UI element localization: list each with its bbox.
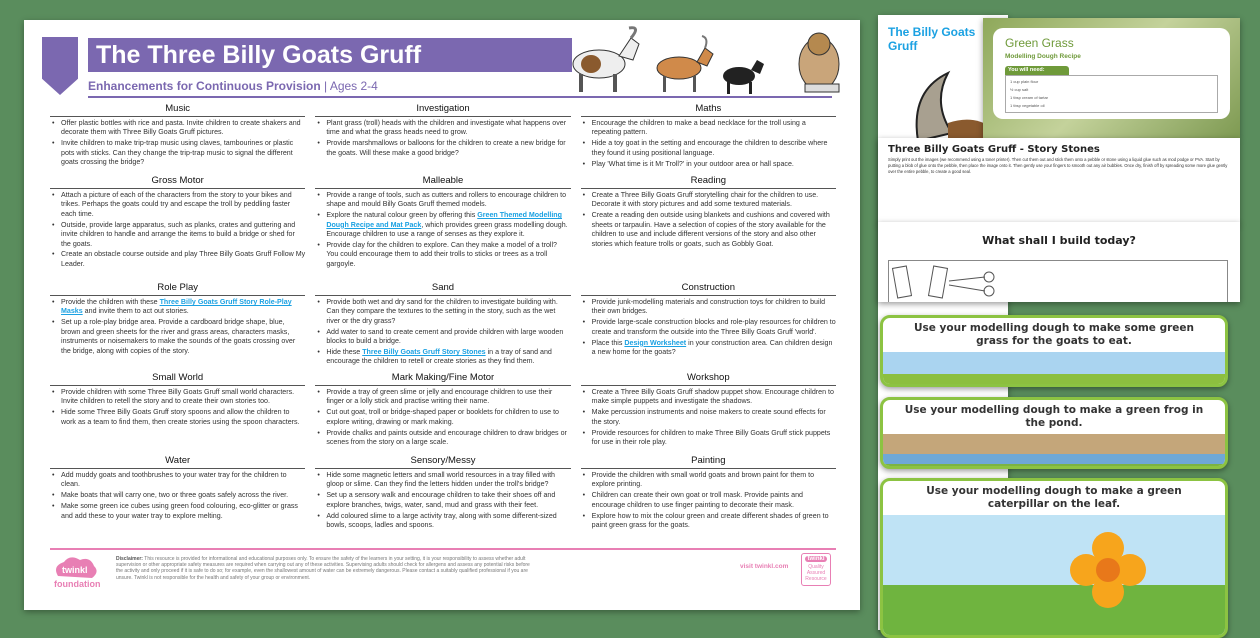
activity-list: [50, 298, 305, 356]
item-text: Provide large-scale construction blocks and role-play resources for children to create and transform the outside into the Three Billy Goats Gruff 'world'.: [591, 318, 836, 336]
section-small-world: [50, 370, 305, 453]
section-maths: [581, 101, 836, 173]
activity-list: [581, 191, 836, 249]
item-text: Invite children to make trip-trap music using claves, tambourines or plastic pots with sticks. Can they change the trip-trap music to signal the different goats crossing the bridge?: [61, 139, 294, 167]
resource-link[interactable]: Three Billy Goats Gruff Story Role-Play Masks: [61, 298, 292, 316]
activity-list: [581, 298, 836, 357]
item-text: Encourage the children to make a bead necklace for the troll using a repeating pattern.: [591, 119, 806, 137]
section-heading: Music: [50, 101, 305, 117]
troll-icon: [799, 33, 839, 92]
item-text: Provide both wet and dry sand for the children to investigate building with. Can they compare the textures to the setting in the story, such as the wet river or the dry grass?: [326, 298, 558, 325]
list-item: [50, 119, 305, 138]
item-text: Add muddy goats and toothbrushes to your water tray for the children to clean.: [61, 471, 287, 489]
stones-text: Simply print out the images (we recommend using a toner printer). Then cut them out and stick them onto a pebble or stone using a liquid glue such as mod podge or PVA. Start by putting a blob of glue onto the pebble, then place the image onto it. Then gently use your fingers to smooth out any air bubbles. Once dry, finish off by spreading some more glue gently over the entire pebble, to create a good seal.: [888, 157, 1228, 174]
item-text: Provide clay for the children to explore. Can they make a model of a troll? You could encourage them to add their trolls to sticks or trees as a troll gargoyle.: [326, 241, 557, 268]
section-heading: Sensory/Messy: [315, 453, 570, 469]
recipe-tab: You will need:: [1005, 66, 1069, 75]
section-heading: Workshop: [581, 370, 836, 386]
item-text: in a tray of sand and encourage the children to retell or create stories as they find them.: [326, 348, 552, 366]
ingredient: 1 tbsp cream of tartar: [1010, 95, 1049, 100]
list-item: [50, 502, 305, 521]
preview-recipe[interactable]: [983, 18, 1240, 138]
small-goat-icon: [723, 60, 764, 94]
preview-design-worksheet[interactable]: [878, 222, 1240, 302]
large-goat-icon: [573, 28, 639, 92]
list-item: [581, 429, 836, 448]
stones-title: Three Billy Goats Gruff - Story Stones: [888, 144, 1100, 155]
list-item: [581, 512, 836, 531]
section-reading: [581, 173, 836, 280]
item-text: Plant grass (troll) heads with the children and investigate what happens over time and what the grass heads need to grow.: [326, 119, 567, 137]
section-heading: Reading: [581, 173, 836, 189]
list-item: [50, 191, 305, 219]
list-item: [581, 191, 836, 210]
scissors-and-tubes-icon: [889, 261, 1009, 301]
list-item: [50, 250, 305, 269]
activity-list: [315, 191, 570, 269]
preview-story-stones[interactable]: [878, 138, 1240, 224]
section-heading: Construction: [581, 280, 836, 296]
list-item: [315, 139, 570, 158]
medium-goat-icon: [657, 36, 713, 92]
list-item: [581, 211, 836, 249]
resource-link[interactable]: Three Billy Goats Gruff Story Stones: [362, 348, 486, 357]
list-item: [50, 298, 305, 317]
item-text: Provide chalks and paints outside and encourage children to draw bridges or scenes from the story on a large scale.: [326, 428, 567, 447]
shield-icon: [42, 37, 78, 95]
item-text: Hide some magnetic letters and small world resources in a tray filled with gloop or slime. Can they find the letters hidden under the troll's bridge?: [326, 471, 555, 489]
item-text: Provide the children with these: [61, 298, 160, 306]
item-text: Hide these: [326, 348, 363, 357]
ingredient: 1 cup plain flour: [1010, 79, 1039, 84]
recipe-subtitle: Modelling Dough Recipe: [1005, 53, 1081, 60]
activity-list: [50, 471, 305, 521]
drawing-box: [888, 260, 1228, 302]
badge-brand: twinkl: [805, 556, 827, 562]
activity-list: [50, 119, 305, 168]
item-text: Outside, provide large apparatus, such as planks, crates and guttering and invite children to handle and arrange the items to build a bridge or shed for the goats.: [61, 220, 296, 248]
list-item: [315, 241, 570, 269]
page-title: The Three Billy Goats Gruff: [88, 38, 572, 72]
item-text: Add coloured slime to a large activity tray, along with some different-sized bowls, scoops, ladles and spoons.: [326, 511, 557, 530]
activity-list: [50, 388, 305, 427]
item-text: Children can create their own goat or troll mask. Provide paints and encourage children to use finger painting to decorate their mask.: [591, 491, 804, 509]
ingredient: 1 tbsp vegetable oil: [1010, 103, 1045, 108]
list-item: [581, 491, 836, 510]
activity-list: [315, 119, 570, 158]
list-item: [581, 471, 836, 490]
activity-grid: [50, 101, 836, 541]
section-heading: Gross Motor: [50, 173, 305, 189]
page-subtitle: [88, 79, 378, 93]
item-text: in your construction area. Can children design a new home for the goats?: [591, 338, 833, 357]
item-text: Provide resources for children to make Three Billy Goats Gruff stick puppets for use in their role play.: [591, 428, 831, 447]
section-heading: Water: [50, 453, 305, 469]
svg-text:twinkl: twinkl: [62, 565, 88, 575]
list-item: [581, 318, 836, 337]
list-item: [315, 408, 570, 427]
list-item: [315, 211, 570, 239]
section-water: [50, 453, 305, 541]
section-mark-making-fine-motor: [315, 370, 570, 453]
item-text: Provide children with some Three Billy Goats Gruff small world characters. Invite children to retell the story and to create their own stories too.: [61, 388, 295, 406]
twinkl-foundation-logo: [52, 556, 102, 592]
preview-task-frog[interactable]: [880, 397, 1228, 469]
ages-label: | Ages 2-4: [324, 79, 378, 93]
item-text: Offer plastic bottles with rice and pasta. Invite children to create shakers and decorate them with Three Billy Goats Gruff pictures.: [61, 119, 301, 137]
list-item: [315, 388, 570, 407]
item-text: Create a Three Billy Goats Gruff storytelling chair for the children to use. Decorate it with story pictures and add some textured materials.: [591, 191, 819, 209]
section-sensory-messy: [315, 453, 570, 541]
ingredient: ½ cup salt: [1010, 87, 1029, 92]
visit-twinkl-link[interactable]: visit twinkl.com: [740, 563, 789, 570]
list-item: [315, 471, 570, 490]
section-heading: Painting: [581, 453, 836, 469]
item-text: Explore the natural colour green by offering this: [326, 211, 478, 220]
section-heading: Malleable: [315, 173, 570, 189]
list-item: [315, 512, 570, 531]
cover-title: The Billy Goats Gruff: [888, 25, 976, 53]
section-music: [50, 101, 305, 173]
list-item: [315, 191, 570, 210]
section-painting: [581, 453, 836, 541]
item-text: Create a Three Billy Goats Gruff shadow puppet show. Encourage children to make simple puppets and investigate the shadows.: [591, 388, 834, 406]
list-item: [315, 429, 570, 448]
task-text: Use your modelling dough to make a green caterpillar on the leaf.: [926, 485, 1182, 510]
activity-list: [315, 388, 570, 447]
section-heading: Small World: [50, 370, 305, 386]
item-text: Make percussion instruments and noise makers to create sound effects for the story.: [591, 408, 826, 426]
quality-badge: [801, 553, 831, 586]
item-text: and invite them to act out stories.: [82, 307, 189, 316]
svg-text:foundation: foundation: [54, 579, 101, 589]
divider: [88, 96, 832, 98]
item-text: Attach a picture of each of the characters from the story to your bikes and trikes. Perhaps the goats could try and escape the troll by peddling faster each time.: [61, 191, 292, 218]
activity-list: [581, 119, 836, 169]
ingredients-list: [1005, 75, 1218, 113]
item-text: Set up a role-play bridge area. Provide a cardboard bridge shape, blue, brown and green sheets for the river and grass areas, characters masks, instruments or noisemakers to make the sounds of the goats crossing over the bridge, along with copies of the story.: [61, 318, 296, 355]
section-heading: Sand: [315, 280, 570, 296]
activity-list: [315, 471, 570, 530]
item-text: Provide a tray of green slime or jelly and encourage children to use their finger or a lolly stick and practise writing their name.: [326, 388, 553, 406]
preview-task-grass[interactable]: [880, 315, 1228, 387]
footer-divider: [50, 548, 836, 550]
goats-and-troll-illustration: [569, 24, 859, 96]
item-text: Provide marshmallows or balloons for the children to create a new bridge for the goats. Will these make a good bridge?: [326, 139, 566, 157]
list-item: [315, 298, 570, 326]
item-text: Make some green ice cubes using green food colouring, eco-glitter or grass and add these to your water tray to explore melting.: [61, 502, 298, 520]
list-item: [315, 491, 570, 510]
disclaimer-label: Disclaimer:: [116, 556, 143, 562]
section-sand: [315, 280, 570, 370]
section-heading: Role Play: [50, 280, 305, 296]
disclaimer-text: This resource is provided for informational and educational purposes only. To ensure the safety of the learners in your setting, it is your responsibility to assess whether adult supervision or other appropriate safety measures are required when carrying out any of these activities. Supervising adults should check for allergens and assess any potential risks before the activity and only proceed if it is safe to do so; for example, even the shallowest amount of water can be extremely dangerous. Please contact a suitably qualified professional if you are unsure. Twinkl is not responsible for the health and safety of your group or environment.: [116, 556, 530, 581]
disclaimer: [116, 556, 536, 581]
item-text: Explore how to mix the colour green and create different shades of green to paint green grass for the goats.: [591, 511, 829, 530]
list-item: [50, 471, 305, 490]
activity-list: [581, 471, 836, 530]
section-heading: Mark Making/Fine Motor: [315, 370, 570, 386]
preview-task-caterpillar[interactable]: [880, 478, 1228, 638]
activity-list: [50, 191, 305, 269]
item-text: Hide some Three Billy Goats Gruff story spoons and allow the children to work as a team to find them, then create stories using the spoon characters.: [61, 408, 300, 426]
list-item: [581, 139, 836, 158]
resource-link[interactable]: Green Themed Modelling Dough Recipe and Mat Pack: [326, 211, 562, 229]
item-text: Play 'What time is it Mr Troll?' in your outdoor area or hall space.: [591, 159, 794, 168]
list-item: [50, 139, 305, 167]
list-item: [50, 388, 305, 407]
item-text: , which provides green grass modelling dough. Encourage children to use a range of senses as they explore it.: [326, 220, 568, 239]
list-item: [581, 298, 836, 317]
section-construction: [581, 280, 836, 370]
list-item: [315, 348, 570, 367]
badge-text: Quality Assured Resource: [805, 564, 827, 582]
list-item: [50, 491, 305, 500]
build-title: What shall I build today?: [982, 234, 1136, 247]
list-item: [315, 119, 570, 138]
item-text: Make boats that will carry one, two or three goats safely across the river.: [61, 491, 289, 500]
list-item: [50, 221, 305, 249]
list-item: [581, 119, 836, 138]
task-text: Use your modelling dough to make some green grass for the goats to eat.: [914, 322, 1194, 347]
activity-list: [315, 298, 570, 367]
activity-list: [581, 388, 836, 447]
list-item: [581, 388, 836, 407]
item-text: Hide a toy goat in the setting and encourage the children to describe where they found it using positional language.: [591, 139, 828, 157]
section-role-play: [50, 280, 305, 370]
item-text: Provide a range of tools, such as cutters and rollers to encourage children to shape and mould Billy Goats Gruff themed models.: [326, 191, 567, 209]
item-text: Provide the children with small world goats and brown paint for them to explore printing.: [591, 471, 815, 489]
section-investigation: [315, 101, 570, 173]
flower-leaf-scene: [883, 515, 1225, 638]
item-text: Create an obstacle course outside and play Three Billy Goats Gruff Follow My Leader.: [61, 250, 306, 268]
item-text: Cut out goat, troll or bridge-shaped paper or booklets for children to use to explore writing, drawing or mark making.: [326, 408, 559, 426]
item-text: Provide junk-modelling materials and construction toys for children to build their own bridges.: [591, 298, 826, 316]
enhancements-document: [24, 20, 860, 610]
list-item: [581, 339, 836, 358]
task-text: Use your modelling dough to make a green frog in the pond.: [904, 404, 1204, 429]
section-heading: Maths: [581, 101, 836, 117]
item-text: Place this: [591, 338, 625, 347]
item-text: Set up a sensory walk and encourage children to take their shoes off and explore branches, twigs, water, sand, mud and grass with their feet.: [326, 491, 556, 509]
section-malleable: [315, 173, 570, 280]
section-heading: Investigation: [315, 101, 570, 117]
item-text: Add water to sand to create cement and provide children with large wooden blocks to build a bridge.: [326, 327, 564, 346]
subtitle-text: Enhancements for Continuous Provision: [88, 79, 321, 93]
list-item: [50, 318, 305, 356]
list-item: [581, 408, 836, 427]
list-item: [315, 328, 570, 347]
pond-scene: [883, 434, 1225, 469]
recipe-title: Green Grass: [1005, 36, 1074, 50]
meadow-scene: [883, 352, 1225, 387]
resource-link[interactable]: Design Worksheet: [624, 338, 687, 347]
section-gross-motor: [50, 173, 305, 280]
item-text: Create a reading den outside using blankets and cushions and covered with sheets or tarpaulin. Have a selection of copies of the story available for the children to use and include different versions of the story and also other stories which feature trolls or goats, such as Gobbly Goat.: [591, 211, 830, 248]
list-item: [50, 408, 305, 427]
section-workshop: [581, 370, 836, 453]
list-item: [581, 160, 836, 169]
